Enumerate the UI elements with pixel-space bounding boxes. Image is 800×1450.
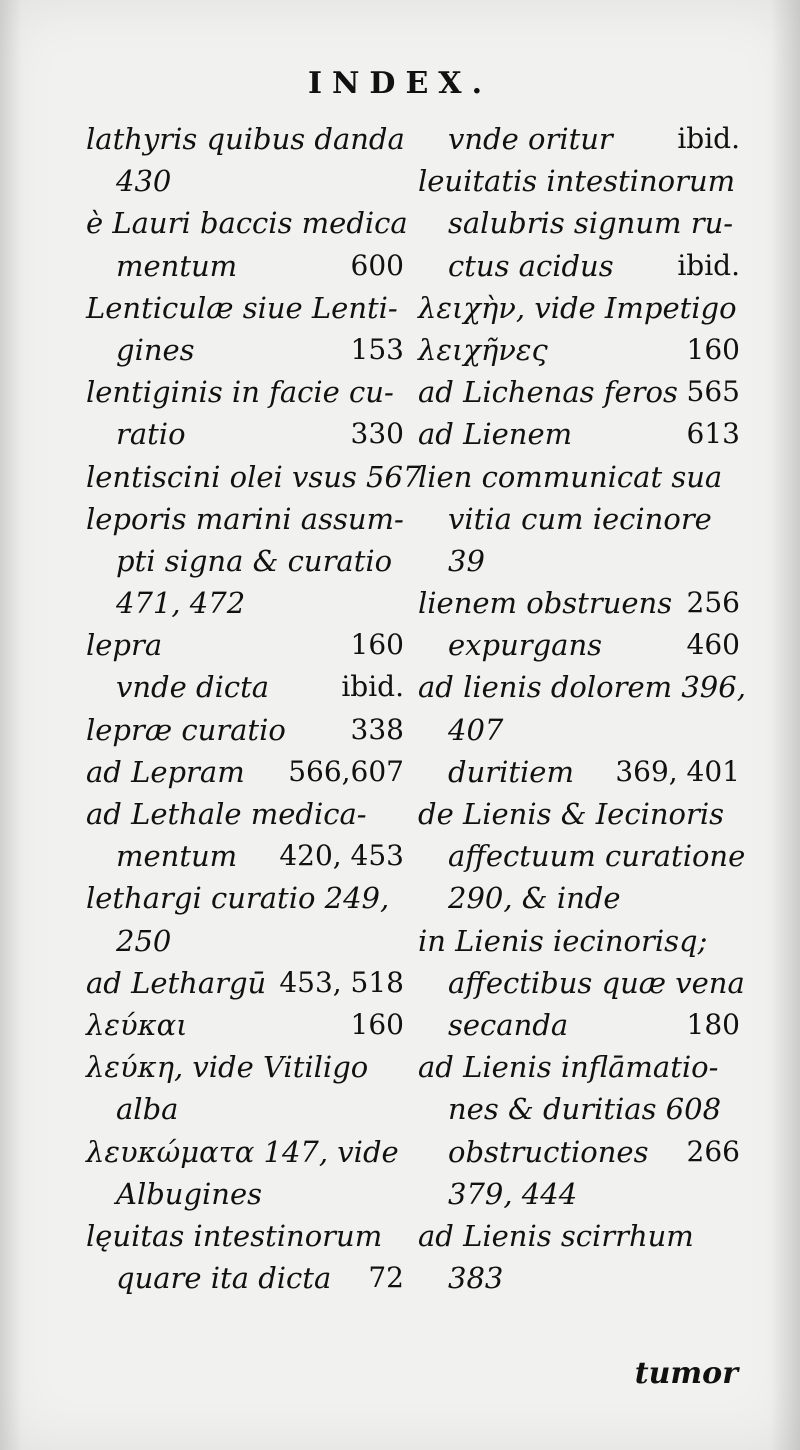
index-entry — [418, 456, 740, 498]
index-entry — [86, 329, 404, 371]
index-entry — [418, 709, 740, 751]
index-entry-text: lien communicat sua — [418, 459, 723, 494]
page-shadow-right — [770, 0, 800, 1450]
index-entry-text: quare ita dicta — [116, 1261, 332, 1296]
index-column-left — [86, 118, 422, 1299]
index-entry — [418, 835, 746, 877]
index-entry — [86, 245, 404, 287]
index-entry-text: 39 — [448, 543, 485, 578]
index-entry — [418, 1046, 740, 1088]
index-entry-page-ref: 369, 401 — [615, 754, 740, 788]
index-entry — [418, 1131, 740, 1173]
index-entry-page-ref: 565 — [686, 375, 740, 409]
index-entry — [418, 582, 740, 624]
index-entry — [86, 624, 404, 666]
index-entry — [86, 1257, 404, 1299]
index-entry-text: λευκώματα 147, vide — [86, 1134, 399, 1169]
index-entry-text: mentum — [116, 248, 238, 283]
index-entry-text: ad lienis dolorem 396, — [418, 670, 746, 705]
index-entry — [86, 371, 404, 413]
index-entry-page-ref: ibid. — [677, 248, 740, 282]
index-entry — [418, 498, 740, 540]
index-entry-text: mentum — [116, 839, 238, 874]
index-entry-text: leuitatis intestinorum — [418, 164, 736, 199]
index-entry — [86, 413, 404, 455]
index-entry-text: 430 — [116, 164, 172, 199]
index-entry-text: gines — [116, 332, 195, 367]
index-entry — [86, 877, 404, 919]
index-entry-text: lepra — [86, 628, 163, 663]
index-entry-page-ref: 600 — [350, 248, 404, 282]
index-entry-page-ref: 160 — [350, 1007, 404, 1041]
index-entry-text: lentiginis in facie cu- — [86, 375, 394, 410]
index-entry — [418, 666, 746, 708]
index-entry — [418, 160, 740, 202]
index-entry-text: lentiscini olei vsus 567 — [86, 459, 422, 494]
index-entry-page-ref: 153 — [350, 332, 404, 366]
index-entry-text: duritiem — [448, 754, 574, 789]
index-entry-text: ctus acidus — [448, 248, 614, 283]
index-entry-page-ref: ibid. — [341, 670, 404, 704]
index-entry — [418, 624, 740, 666]
index-entry-text: 379, 444 — [448, 1176, 578, 1211]
index-entry — [86, 920, 404, 962]
index-entry-page-ref: ibid. — [677, 122, 740, 155]
index-entry — [418, 962, 745, 1004]
page-heading: INDEX. — [307, 66, 493, 101]
index-entry-text: λειχῆνες — [418, 332, 548, 367]
index-entry-text: vnde dicta — [116, 670, 270, 705]
index-entry — [418, 920, 740, 962]
index-entry — [418, 540, 740, 582]
index-entry-text: 471, 472 — [116, 586, 246, 621]
page-shadow-left — [0, 0, 22, 1450]
index-entry — [86, 1173, 404, 1215]
index-entry — [86, 962, 404, 1004]
index-entry-text: 250 — [116, 923, 172, 958]
index-entry — [86, 709, 404, 751]
index-entry — [418, 751, 740, 793]
index-entry-page-ref: 160 — [350, 628, 404, 662]
index-entry-text: lethargi curatio 249, — [86, 881, 390, 916]
index-entry — [86, 456, 422, 498]
index-entry-page-ref: 72 — [368, 1261, 404, 1295]
index-entry-text: lęuitas intestinorum — [86, 1218, 383, 1253]
index-entry-page-ref: 160 — [686, 332, 740, 366]
index-entry-page-ref: 180 — [686, 1007, 740, 1041]
index-entry — [86, 540, 404, 582]
index-entry-text: 407 — [448, 712, 504, 747]
index-entry-page-ref: 330 — [350, 417, 404, 451]
index-entry-text: ad Lethale medica- — [86, 797, 367, 831]
index-entry — [418, 329, 740, 371]
index-entry-page-ref: 566,607 — [288, 754, 404, 788]
index-entry-text: Albugines — [116, 1176, 263, 1211]
index-entry — [418, 413, 740, 455]
index-entry-text: salubris signum ru- — [448, 206, 734, 241]
index-entry-text: lienem obstruens — [418, 586, 673, 621]
index-entry-page-ref: 256 — [686, 586, 740, 620]
index-entry-text: vnde oritur — [448, 122, 613, 156]
index-entry — [86, 1088, 404, 1130]
index-entry — [418, 1257, 740, 1299]
index-entry-text: de Lienis & Iecinoris — [418, 797, 725, 831]
index-entry — [418, 793, 740, 835]
index-entry — [418, 1173, 740, 1215]
index-entry — [86, 1131, 404, 1173]
index-entry-text: Lenticulæ siue Lenti- — [86, 290, 398, 325]
index-entry — [418, 118, 740, 160]
index-column-right — [418, 118, 746, 1299]
index-entry-text: ratio — [116, 417, 186, 452]
index-entry — [418, 1004, 740, 1046]
index-entry-text: expurgans — [448, 628, 603, 663]
index-entry-text: 383 — [448, 1261, 504, 1296]
index-entry-text: λεύκη, vide Vitiligo — [86, 1050, 369, 1085]
index-entry — [86, 793, 404, 835]
index-entry-text: lathyris quibus danda — [86, 122, 405, 156]
index-entry-text: ad Lichenas feros — [418, 375, 678, 410]
index-entry — [86, 582, 404, 624]
index-entry — [86, 287, 404, 329]
index-entry — [86, 666, 404, 708]
index-entry — [418, 1088, 740, 1130]
index-entry-text: lepræ curatio — [86, 712, 286, 747]
index-entry-text: ad Lienem — [418, 417, 573, 452]
index-entry-text: ad Lepram — [86, 754, 245, 789]
index-entry — [418, 202, 740, 244]
index-entry-page-ref: 460 — [686, 628, 740, 662]
index-entry — [86, 1046, 404, 1088]
index-entry-page-ref: 613 — [686, 417, 740, 451]
index-entry — [86, 202, 408, 244]
index-entry-text: obstructiones — [448, 1134, 649, 1169]
index-entry-text: è Lauri baccis medica — [86, 206, 408, 241]
index-entry — [86, 498, 404, 540]
index-entry — [86, 1004, 404, 1046]
catchword: tumor — [634, 1356, 738, 1391]
index-entry-text: λειχὴν, vide Impetigo — [418, 290, 737, 325]
index-entry-text: affectuum curatione — [448, 839, 746, 874]
index-entry — [86, 118, 404, 160]
index-entry-text: pti signa & curatio — [116, 543, 393, 578]
index-entry — [418, 245, 740, 287]
index-entry — [86, 1215, 404, 1257]
index-entry — [86, 751, 404, 793]
index-entry-text: ad Lethargū — [86, 965, 267, 1000]
index-entry-page-ref: 420, 453 — [279, 839, 404, 873]
index-entry-text: nes & duritias 608 — [448, 1092, 722, 1127]
index-entry-text: λεύκαι — [86, 1007, 188, 1042]
index-entry-text: vitia cum iecinore — [448, 501, 712, 536]
index-entry-text: affectibus quæ vena — [448, 965, 745, 1000]
index-entry-text: leporis marini assum- — [86, 501, 404, 536]
index-entry — [418, 287, 740, 329]
index-entry-text: 290, & inde — [448, 881, 621, 916]
index-entry — [418, 877, 740, 919]
index-entry — [86, 160, 404, 202]
index-entry — [418, 1215, 740, 1257]
index-entry-page-ref: 266 — [686, 1134, 740, 1168]
index-entry — [418, 371, 740, 413]
index-entry-page-ref: 453, 518 — [279, 965, 404, 999]
index-entry — [86, 835, 404, 877]
index-entry-text: secanda — [448, 1007, 569, 1042]
index-entry-page-ref: 338 — [350, 712, 404, 746]
index-entry-text: ad Lienis scirrhum — [418, 1218, 694, 1253]
index-entry-text: ad Lienis inflāmatio- — [418, 1050, 719, 1085]
index-entry-text: alba — [116, 1092, 179, 1127]
index-entry-text: in Lienis iecinorisq; — [418, 923, 708, 958]
